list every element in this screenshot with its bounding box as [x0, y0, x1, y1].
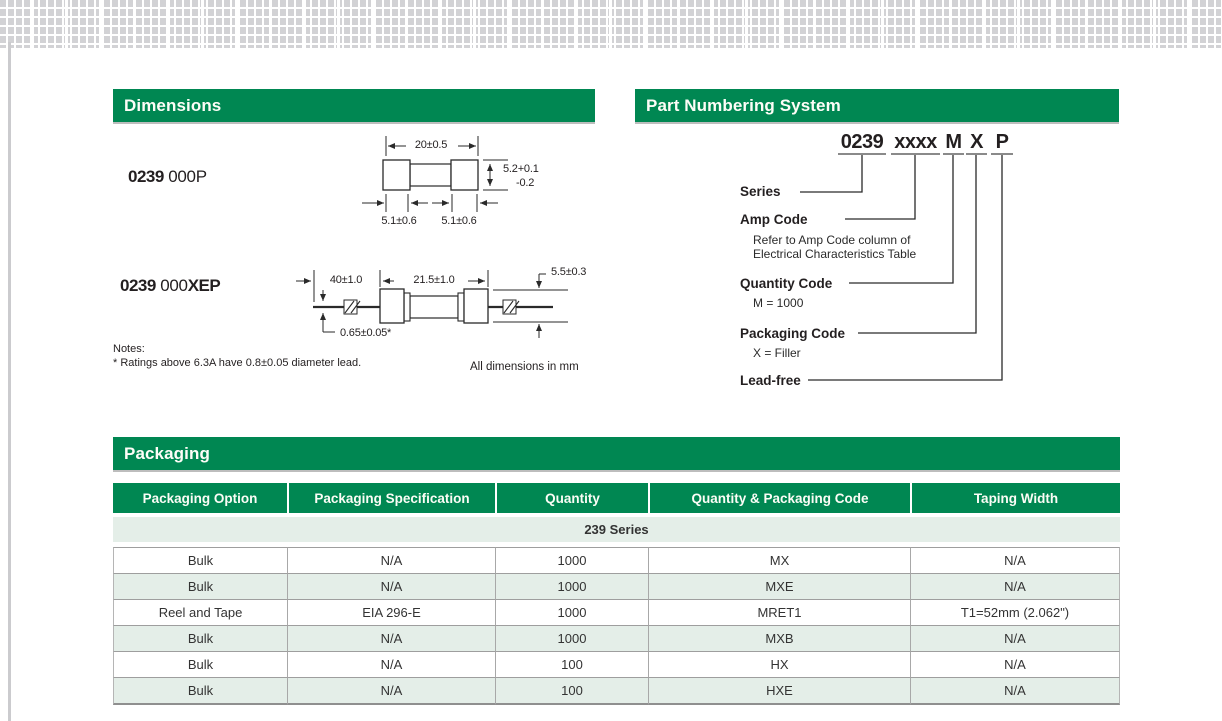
units-note: All dimensions in mm: [470, 361, 579, 373]
part1-prefix: 0239: [128, 167, 164, 186]
cell-option: Bulk: [113, 625, 287, 651]
cell-quantity: 1000: [495, 625, 648, 651]
pn-code-leadfree: P: [991, 131, 1013, 155]
cell-spec: N/A: [287, 677, 495, 705]
cell-taping-width: T1=52mm (2.062"): [910, 599, 1120, 625]
cell-spec: N/A: [287, 573, 495, 599]
dimensions-title: Dimensions: [124, 96, 222, 115]
pn-label-quantity-code: Quantity Code: [740, 276, 833, 291]
series-group-label: 239 Series: [113, 513, 1120, 547]
pn-amp-note-2: Electrical Characteristics Table: [753, 247, 917, 261]
col-header-quantity: Quantity: [495, 483, 648, 513]
packaging-section-header: [113, 437, 1120, 470]
pn-code-series: 0239: [838, 131, 886, 155]
dim-cap-left: 5.1±0.6: [381, 215, 417, 227]
table-row: [113, 625, 1120, 651]
dim-length-20: 20±0.5: [414, 139, 448, 151]
dim-body-diameter: 5.5±0.3: [551, 266, 587, 278]
notes-title: Notes:: [113, 343, 145, 355]
part2-mid: 000: [155, 276, 188, 295]
cell-quantity: 1000: [495, 599, 648, 625]
pn-code-qty: M: [943, 131, 964, 155]
cell-spec: N/A: [287, 547, 495, 573]
dim-body-length: 21.5±1.0: [413, 274, 455, 286]
pn-label-series: Series: [740, 184, 781, 199]
cell-option: Bulk: [113, 677, 287, 705]
cell-taping-width: N/A: [910, 625, 1120, 651]
table-row: [113, 651, 1120, 677]
part2-prefix: 0239: [120, 276, 156, 295]
cell-taping-width: N/A: [910, 651, 1120, 677]
cell-taping-width: N/A: [910, 677, 1120, 705]
cell-option: Bulk: [113, 651, 287, 677]
cell-code: MRET1: [648, 599, 910, 625]
cell-spec: EIA 296-E: [287, 599, 495, 625]
halftone-texture-band: [0, 0, 1222, 48]
packaging-table-header-row: [113, 483, 1120, 513]
cell-option: Bulk: [113, 573, 287, 599]
pn-label-packaging-code: Packaging Code: [740, 326, 846, 341]
table-row: [113, 599, 1120, 625]
cell-quantity: 1000: [495, 573, 648, 599]
part-numbering-title: Part Numbering System: [646, 96, 841, 115]
pn-packaging-value: X = Filler: [753, 346, 801, 360]
cell-spec: N/A: [287, 625, 495, 651]
cell-code: MXB: [648, 625, 910, 651]
cell-spec: N/A: [287, 651, 495, 677]
table-row: [113, 547, 1120, 573]
part-number-000xep: [120, 276, 220, 296]
dimensions-section-header: [113, 89, 595, 122]
col-header-packaging-specification: Packaging Specification: [287, 483, 495, 513]
dim-height-minus: -0.2: [516, 177, 535, 189]
packaging-title: Packaging: [124, 444, 210, 463]
pn-code-pkg: X: [966, 131, 987, 155]
dim-cap-right: 5.1±0.6: [441, 215, 477, 227]
note-lead-diameter: * Ratings above 6.3A have 0.8±0.05 diameter lead.: [113, 357, 362, 369]
col-header-packaging-option: Packaging Option: [113, 483, 287, 513]
table-row: [113, 677, 1120, 705]
col-header-qty-packaging-code: Quantity & Packaging Code: [648, 483, 910, 513]
pn-label-amp-code: Amp Code: [740, 212, 808, 227]
pn-amp-note-1: Refer to Amp Code column of: [753, 233, 911, 247]
part-numbering-section-header: [635, 89, 1119, 122]
packaging-table: [113, 483, 1120, 705]
series-group-row: [113, 513, 1120, 547]
pn-label-leadfree: Lead-free: [740, 373, 801, 388]
cell-quantity: 1000: [495, 547, 648, 573]
cell-quantity: 100: [495, 677, 648, 705]
col-header-taping-width: Taping Width: [910, 483, 1120, 513]
cell-code: HXE: [648, 677, 910, 705]
table-row: [113, 573, 1120, 599]
dim-height-plus: 5.2+0.1: [503, 163, 539, 175]
cell-taping-width: N/A: [910, 573, 1120, 599]
part-number-000p: [128, 167, 207, 187]
pn-quantity-value: M = 1000: [753, 296, 804, 310]
dim-lead-diameter: 0.65±0.05*: [340, 327, 392, 339]
part1-suffix: 000P: [163, 167, 207, 186]
cell-option: Bulk: [113, 547, 287, 573]
cell-quantity: 100: [495, 651, 648, 677]
cell-taping-width: N/A: [910, 547, 1120, 573]
cell-option: Reel and Tape: [113, 599, 287, 625]
dim-lead-length: 40±1.0: [329, 274, 363, 286]
cell-code: MX: [648, 547, 910, 573]
cell-code: MXE: [648, 573, 910, 599]
part2-suffix: XEP: [187, 276, 221, 295]
pn-code-amp: xxxx: [891, 131, 940, 155]
page-fold-edge: [8, 42, 11, 721]
cell-code: HX: [648, 651, 910, 677]
